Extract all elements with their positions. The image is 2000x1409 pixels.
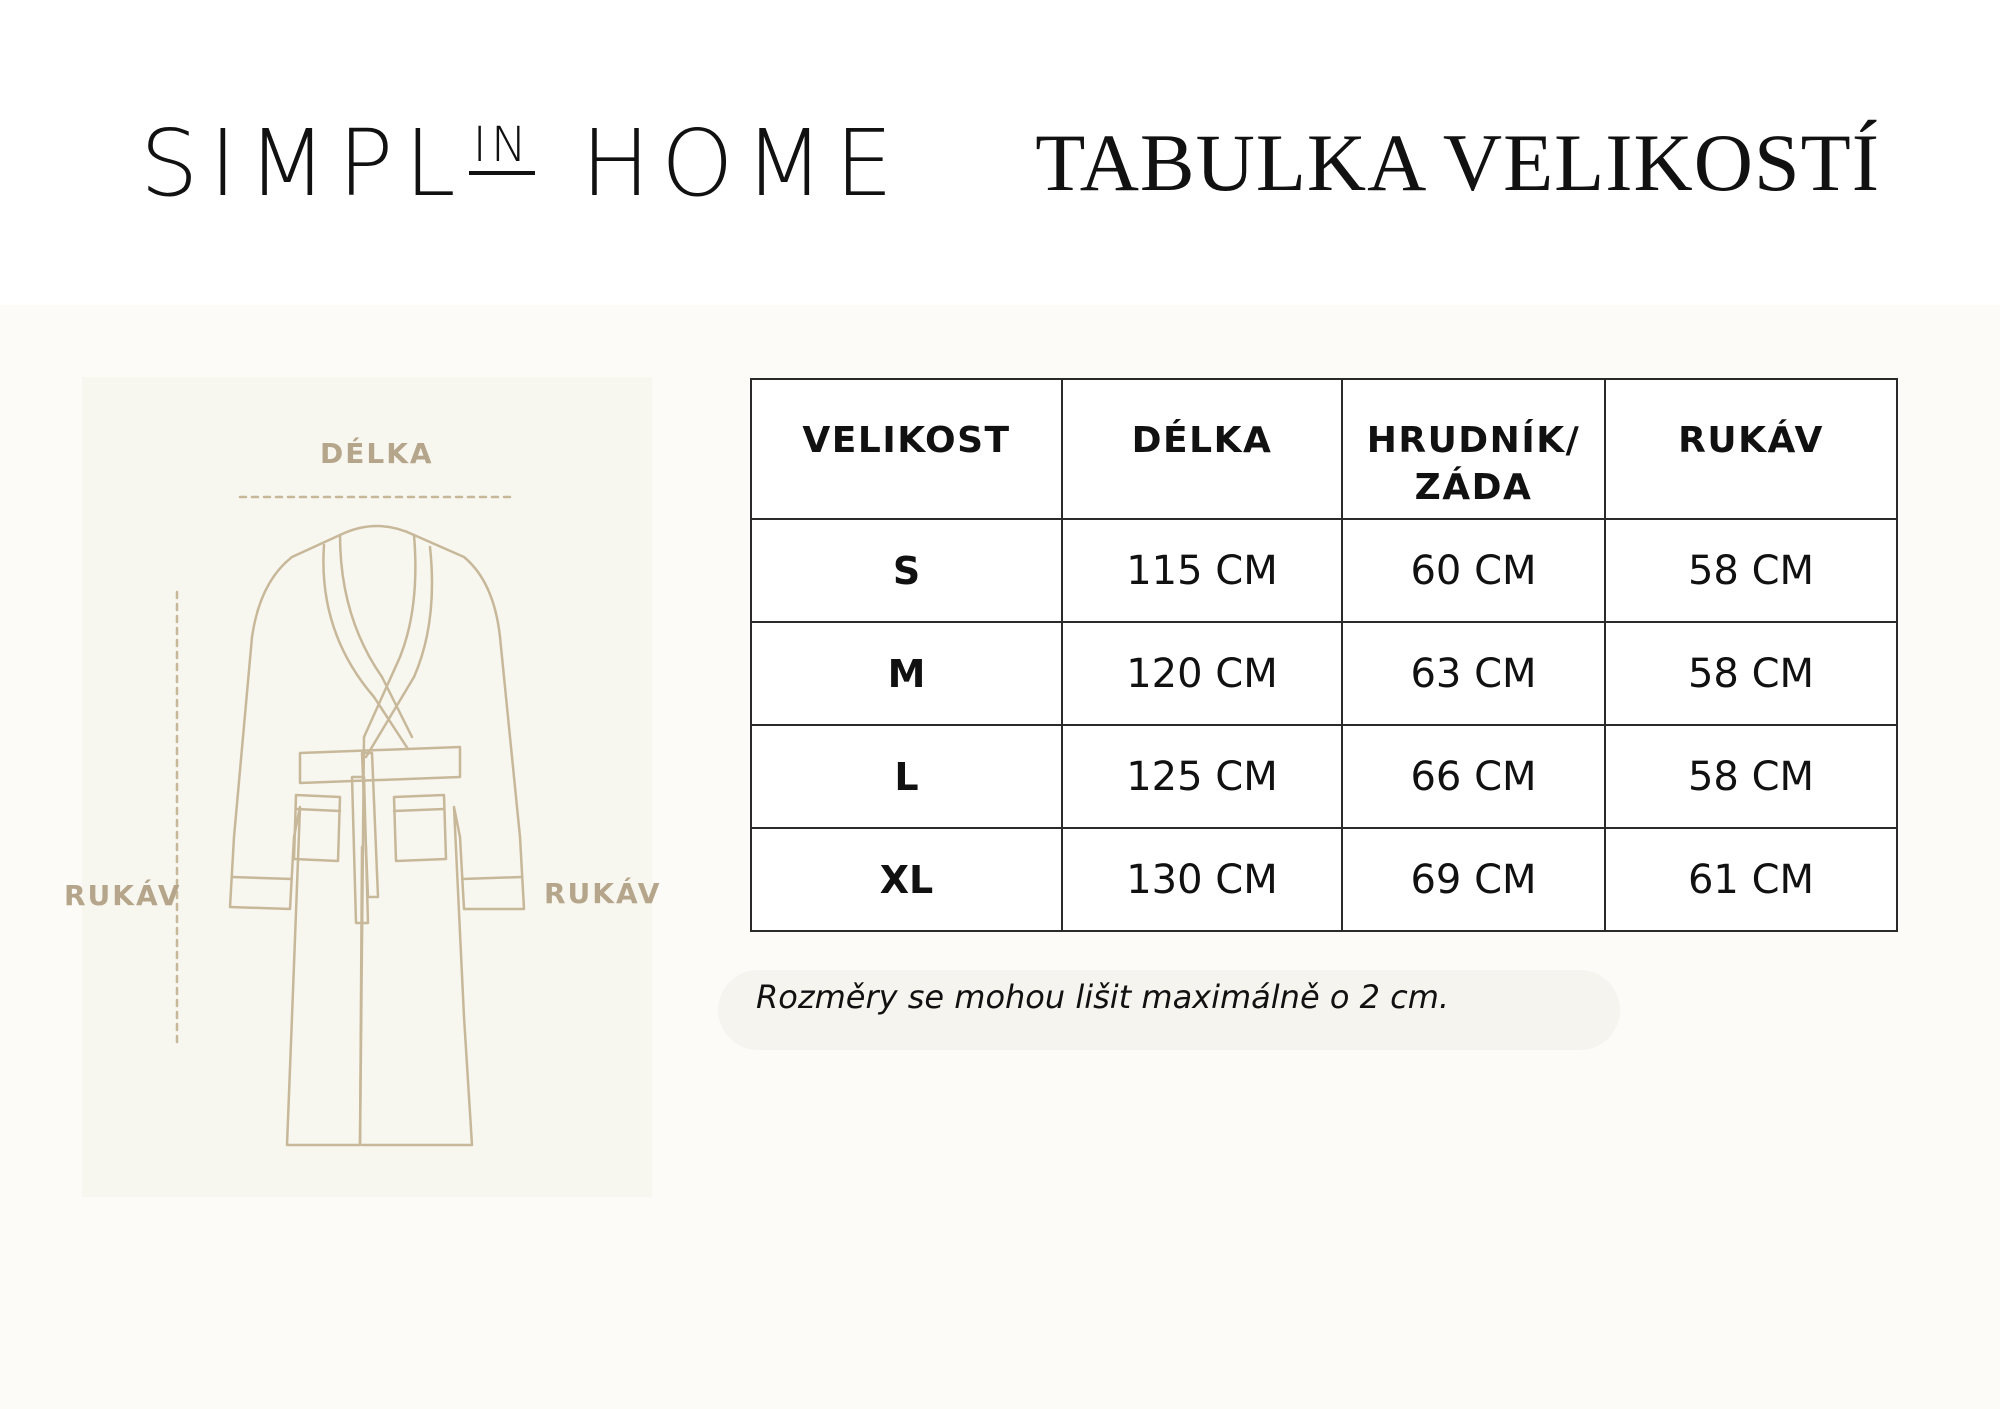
length-cell: 120 CM xyxy=(1062,622,1342,725)
size-table xyxy=(750,378,1898,932)
length-cell: 115 CM xyxy=(1062,519,1342,622)
sleeve-cell: 58 CM xyxy=(1605,725,1897,828)
header-length: DÉLKA xyxy=(1062,379,1342,519)
page-header xyxy=(0,0,2000,305)
chest-cell: 63 CM xyxy=(1342,622,1605,725)
size-tolerance-note: Rozměry se mohou lišit maximálně o 2 cm. xyxy=(756,978,1450,1016)
sleeve-cell: 58 CM xyxy=(1605,519,1897,622)
length-cell: 125 CM xyxy=(1062,725,1342,828)
size-cell: L xyxy=(751,725,1062,828)
chest-cell: 66 CM xyxy=(1342,725,1605,828)
length-cell: 130 CM xyxy=(1062,828,1342,931)
content-area xyxy=(0,305,2000,1409)
page-title: TABULKA VELIKOSTÍ xyxy=(1035,117,1880,208)
table-header-row xyxy=(751,379,1897,519)
length-label: DÉLKA xyxy=(320,437,434,470)
table-row xyxy=(751,725,1897,828)
sleeve-label-right: RUKÁV xyxy=(544,877,662,910)
header-chest-back: HRUDNÍK/ ZÁDA xyxy=(1342,379,1605,519)
logo-text-home: HOME xyxy=(540,110,905,217)
brand-logo xyxy=(140,110,905,217)
logo-text-in: IN xyxy=(469,124,535,175)
chest-cell: 60 CM xyxy=(1342,519,1605,622)
logo-text-simpl: SIMPL xyxy=(140,110,467,217)
bathrobe-icon xyxy=(82,377,652,1197)
sleeve-label-left: RUKÁV xyxy=(64,879,182,912)
table-row xyxy=(751,519,1897,622)
header-sleeve: RUKÁV xyxy=(1605,379,1897,519)
sleeve-cell: 61 CM xyxy=(1605,828,1897,931)
header-size: VELIKOST xyxy=(751,379,1062,519)
bathrobe-illustration-panel xyxy=(64,377,662,1197)
size-cell: M xyxy=(751,622,1062,725)
sleeve-cell: 58 CM xyxy=(1605,622,1897,725)
chest-cell: 69 CM xyxy=(1342,828,1605,931)
size-cell: S xyxy=(751,519,1062,622)
table-row xyxy=(751,828,1897,931)
table-row xyxy=(751,622,1897,725)
size-cell: XL xyxy=(751,828,1062,931)
